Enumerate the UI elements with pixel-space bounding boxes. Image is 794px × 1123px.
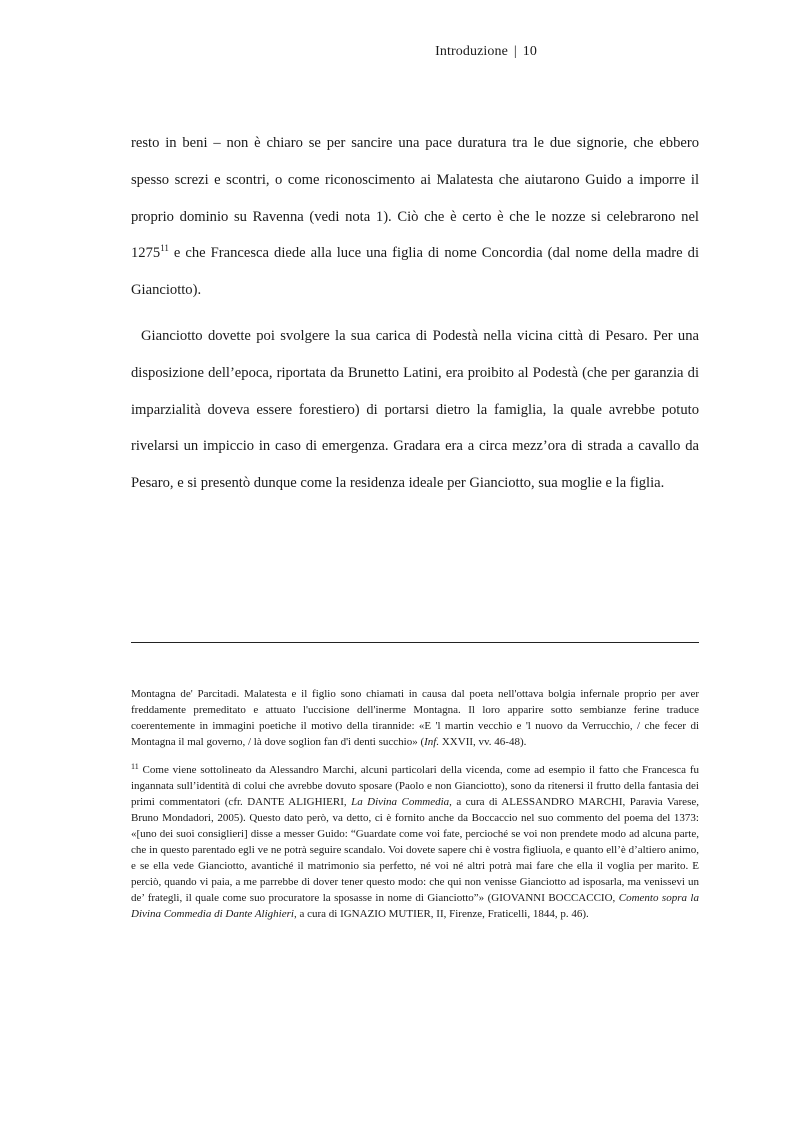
paragraph-1-text-end: e che Francesca diede alla luce una figlia di nome Concordia (dal nome della madre di Gianciotto).	[131, 245, 699, 299]
footnote-11-italic-a: La Divina Commedia	[351, 796, 450, 808]
header-separator: |	[513, 44, 517, 59]
footnote-11-text-a: Come viene sottolineato da Alessandro Marchi, alcuni particolari della vicenda, come ad esempio il fatto che Francesca fu ingannata sull’identità di colui che avrebbe dovuto sposare (Paolo e non Gianciotto), sono da ritenersi il frutto della fantasia dei primi commentatori (cfr. DANTE ALIGHIERI,	[131, 764, 699, 808]
paragraph-1	[131, 125, 699, 309]
footnote-continued-italic: Inf.	[424, 736, 440, 748]
running-header	[435, 44, 537, 60]
footnote-11	[131, 762, 699, 922]
paragraph-2: Gianciotto dovette poi svolgere la sua carica di Podestà nella vicina città di Pesaro. Per una disposizione dell’epoca, riportata da Brunetto Latini, era proibito al Podestà (che per garanzia di imparzialità doveva essere forestiero) di portarsi dietro la famiglia, la quale avrebbe potuto rivelarsi un impiccio in caso di emergenza. Gradara era a circa mezz’ora di strada a cavallo da Pesaro, e si presentò dunque come la residenza ideale per Gianciotto, sua moglie e la figlia.	[131, 327, 699, 492]
footnote-reference-11: 11	[160, 243, 169, 254]
main-text	[131, 125, 699, 502]
page-number: 10	[522, 44, 537, 59]
header-section-title: Introduzione	[435, 44, 508, 59]
footnote-continued	[131, 686, 699, 750]
footnote-11-text-c: , a cura di IGNAZIO MUTIER, II, Firenze, Fraticelli, 1844, p. 46).	[293, 908, 589, 920]
footnote-11-italic-b: Comento sopra la Divina Commedia di Dante Alighieri	[131, 892, 699, 920]
paragraph-1-text: resto in beni – non è chiaro se per sancire una pace duratura tra le due signorie, che ebbero spesso screzi e scontri, o come riconoscimento ai Malatesta che aiutarono Guido a imporre il proprio dominio su Ravenna (vedi nota 1). Ciò che è certo è che le nozze si celebrarono nel 1275	[131, 135, 699, 262]
footnote-continued-text-end: XXVII, vv. 46-48).	[439, 736, 527, 748]
footnote-continued-text: Montagna de' Parcitadi. Malatesta e il figlio sono chiamati in causa dal poeta nell'ottava bolgia infernale proprio per aver freddamente premeditato e attuato l'uccisione dell'inerme Montagna. Il loro apparire sotto sembianze ferine traduce coerentemente in immagini poetiche il motivo della tirannide: «E 'l martin vecchio e 'l nuovo da Verrucchio, / che fecer di Montagna il mal governo, / là dove soglion fan d'i denti succhio» (	[131, 688, 699, 748]
footnotes	[131, 686, 699, 922]
footnote-11-text-b: , a cura di ALESSANDRO MARCHI, Paravia Varese, Bruno Mondadori, 2005). Questo dato però, va detto, ci è fornito anche da Boccaccio nel suo commento del poema del 1373: «[uno dei suoi consiglieri] disse a messer Guido: “Guardate come voi fate, percioché se voi non prendete modo ad alcuna parte, che in questo parentado egli ve ne potrà seguire scandalo. Voi dovete sapere chi è vostra figliuola, e quanto ell’è d’altiero animo, e se ella vede Gianciotto, avantiché il matrimonio sia perfetto, né voi né altri potrà mai fare che ella il voglia per marito. E perciò, quando vi paia, a me parrebbe di dover tener questo modo: che qui non venisse Gianciotto ad isposarla, ma venissevi un de’ frategli, il quale come suo procuratore la sposasse in nome di Gianciotto”» (GIOVANNI BOCCACCIO,	[131, 796, 699, 904]
footnote-11-number: 11	[131, 762, 139, 771]
footnote-separator-line	[131, 642, 699, 643]
